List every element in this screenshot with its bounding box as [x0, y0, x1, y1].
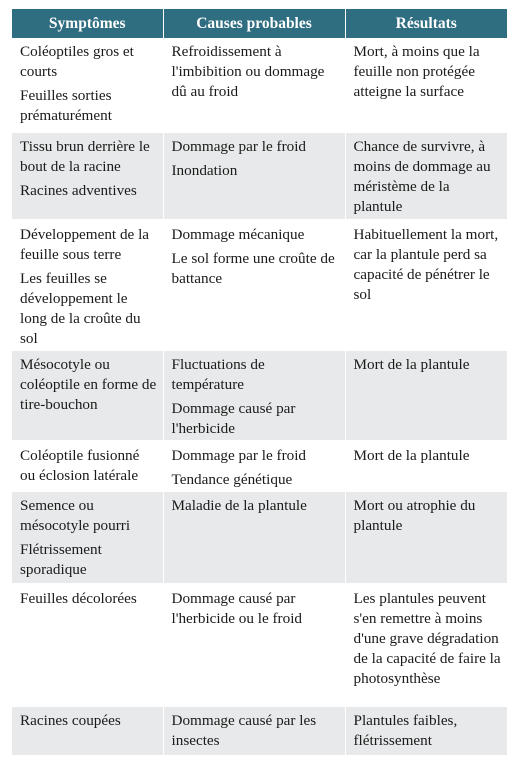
result-cell: [345, 584, 507, 706]
symptoms-cell: [12, 38, 163, 132]
causes-cell: [163, 38, 345, 132]
symptoms-cell: [12, 706, 163, 756]
cause-text: Fluctuations de température: [171, 356, 265, 393]
symptoms-table: [12, 9, 507, 757]
symptom-text: Semence ou mésocotyle pourri: [20, 497, 131, 534]
result-text: Chance de survivre, à moins de dommage au méristème de la plantule: [353, 138, 491, 215]
cause-text: Dommage par le froid: [171, 447, 307, 464]
symptoms-cell: [12, 132, 163, 220]
symptoms-cell: [12, 491, 163, 584]
symptom-text: Racines coupées: [20, 712, 121, 729]
result-text: Plantules faibles, flétrissement: [353, 712, 458, 749]
symptoms-cell: [12, 441, 163, 491]
symptom-text: Feuilles décolorées: [20, 590, 137, 607]
cause-text: Dommage causé par l'herbicide ou le froid: [171, 590, 303, 627]
result-cell: [345, 441, 507, 491]
cause-text: Dommage causé par l'herbicide: [171, 400, 296, 437]
result-cell: [345, 706, 507, 756]
cause-text: Refroidissement à l'imbibition ou dommage dû au froid: [171, 43, 325, 100]
causes-cell: [163, 491, 345, 584]
header-symptoms: Symptômes: [12, 9, 163, 38]
table-row: [12, 584, 507, 706]
symptom-text: Flétrissement sporadique: [20, 541, 102, 578]
causes-cell: [163, 350, 345, 441]
header-causes: Causes probables: [163, 9, 345, 38]
result-text: Habituellement la mort, car la plantule perd sa capacité de pénétrer le sol: [353, 226, 499, 303]
table-row: [12, 220, 507, 350]
table-row: [12, 132, 507, 220]
table-row: [12, 441, 507, 491]
result-cell: [345, 220, 507, 350]
symptom-text: Tissu brun derrière le bout de la racine: [20, 138, 150, 175]
table-row: [12, 491, 507, 584]
symptom-text: Développement de la feuille sous terre: [20, 226, 150, 263]
causes-cell: [163, 441, 345, 491]
causes-cell: [163, 220, 345, 350]
header-results: Résultats: [345, 9, 507, 38]
symptom-text: Coléoptile fusionné ou éclosion latérale: [20, 447, 140, 484]
result-cell: [345, 38, 507, 132]
symptoms-cell: [12, 584, 163, 706]
table-row: [12, 706, 507, 756]
result-text: Les plantules peuvent s'en remettre à moins d'une grave dégradation de la capacité de faire la photosynthèse: [353, 590, 501, 687]
cause-text: Dommage causé par les insectes: [171, 712, 317, 749]
symptoms-cell: [12, 220, 163, 350]
symptom-text: Racines adventives: [20, 182, 137, 199]
causes-cell: [163, 584, 345, 706]
result-cell: [345, 350, 507, 441]
table-header-row: [12, 9, 507, 38]
causes-cell: [163, 132, 345, 220]
symptom-text: Feuilles sorties prématurément: [20, 87, 112, 124]
result-text: Mort ou atrophie du plantule: [353, 497, 476, 534]
result-text: Mort de la plantule: [353, 447, 470, 464]
table-row: [12, 38, 507, 132]
result-text: Mort de la plantule: [353, 356, 470, 373]
cause-text: Inondation: [171, 162, 238, 179]
result-cell: [345, 491, 507, 584]
result-text: Mort, à moins que la feuille non protégée atteigne la surface: [353, 43, 480, 100]
cause-text: Le sol forme une croûte de battance: [171, 250, 335, 287]
table-row: [12, 350, 507, 441]
cause-text: Maladie de la plantule: [171, 497, 307, 514]
cause-text: Dommage par le froid: [171, 138, 307, 155]
symptoms-cell: [12, 350, 163, 441]
cause-text: Dommage mécanique: [171, 226, 305, 243]
cause-text: Tendance génétique: [171, 471, 293, 488]
symptom-text: Les feuilles se développement le long de la croûte du sol: [20, 270, 141, 347]
symptom-text: Coléoptiles gros et courts: [20, 43, 134, 80]
symptom-text: Mésocotyle ou coléoptile en forme de tire-bouchon: [20, 356, 157, 413]
causes-cell: [163, 706, 345, 756]
result-cell: [345, 132, 507, 220]
